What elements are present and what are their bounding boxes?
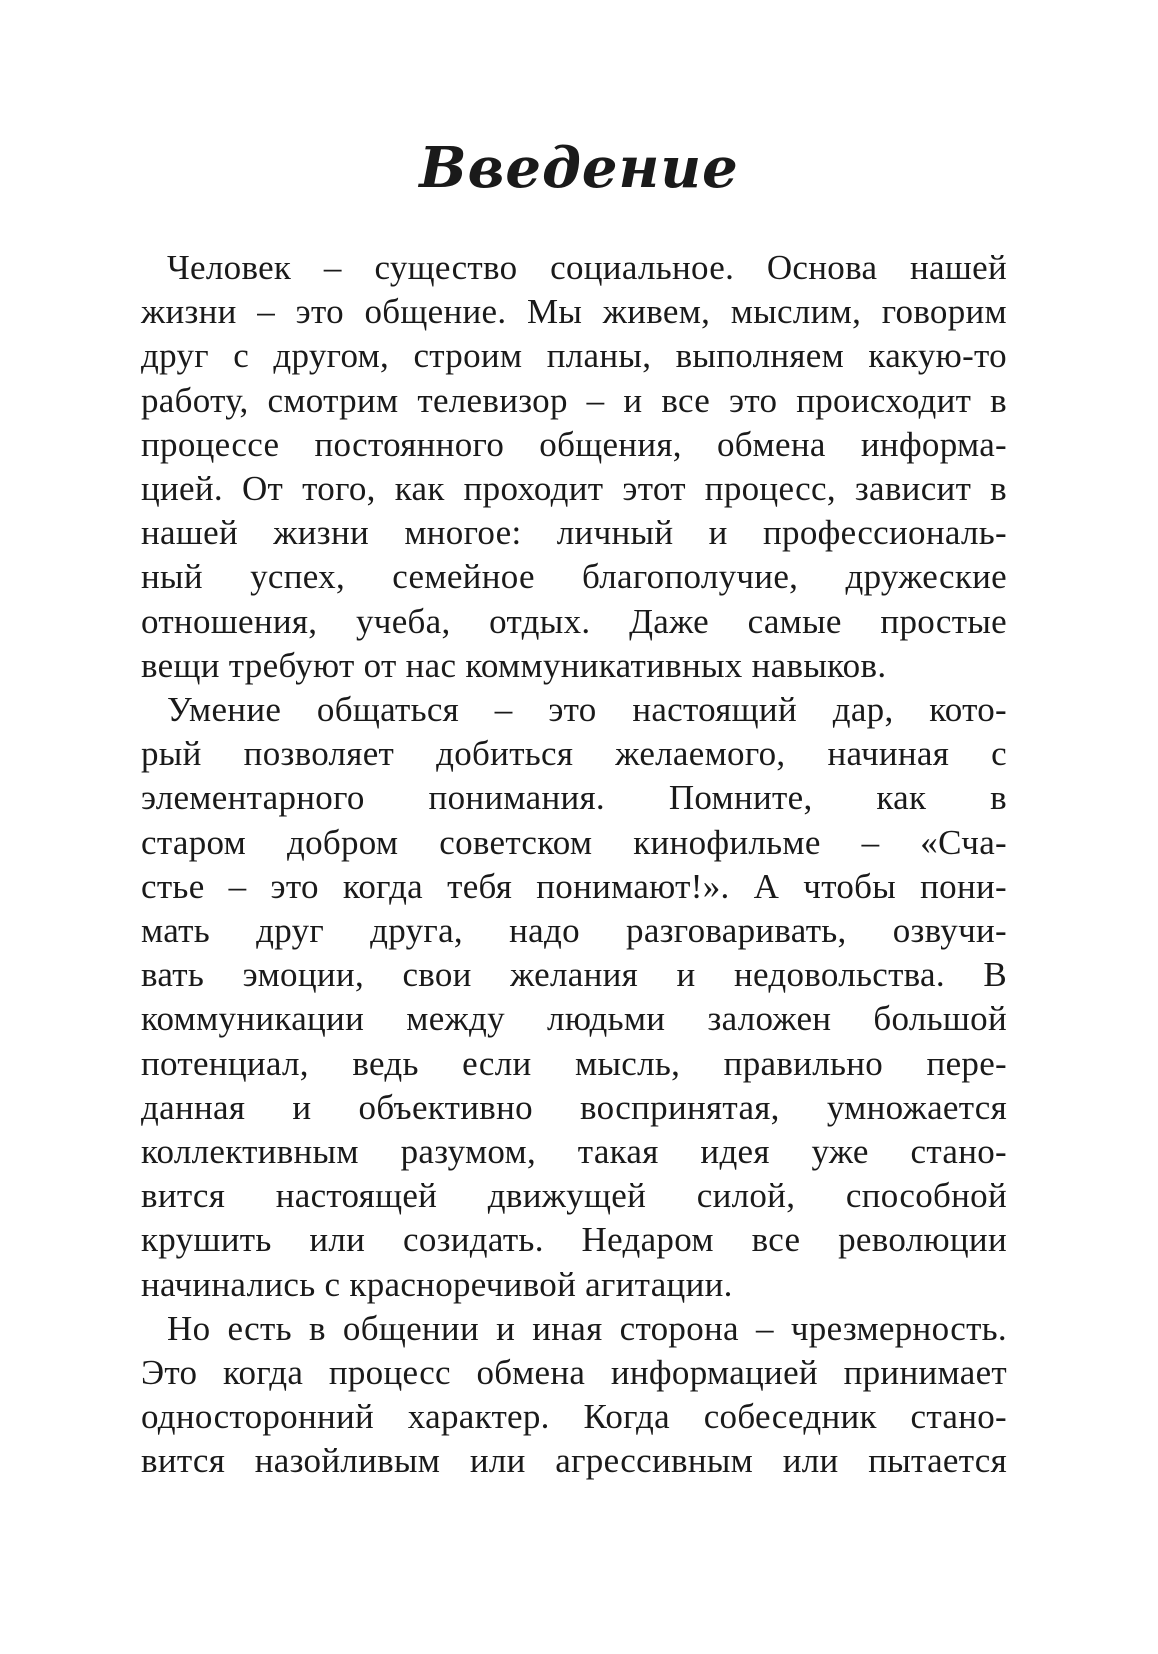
text-line: рый позволяет добиться желаемого, начиная с xyxy=(141,734,1007,774)
text-line: коллективным разумом, такая идея уже стано- xyxy=(141,1132,1007,1172)
text-line: данная и объективно воспринятая, умножается xyxy=(141,1087,1007,1127)
paragraph xyxy=(141,246,1007,688)
chapter-body xyxy=(141,246,1007,1484)
text-line: нашей жизни многое: личный и профессиональ- xyxy=(141,513,1007,553)
text-line: вещи требуют от нас коммуникативных навыков. xyxy=(141,645,887,685)
text-line: вать эмоции, свои желания и недовольства. В xyxy=(141,955,1007,995)
text-line: Человек – существо социальное. Основа нашей xyxy=(167,248,1007,287)
text-line: Но есть в общении и иная сторона – чрезмерность. xyxy=(167,1308,1007,1348)
text-line: крушить или созидать. Недаром все революции xyxy=(141,1220,1007,1260)
text-line: Это когда процесс обмена информацией принимает xyxy=(141,1353,1007,1393)
text-line: жизни – это общение. Мы живем, мыслим, говорим xyxy=(141,292,1007,332)
text-line: Умение общаться – это настоящий дар, кото- xyxy=(167,690,1007,730)
text-line: односторонний характер. Когда собеседник стано- xyxy=(141,1397,1007,1437)
text-line: мать друг друга, надо разговаривать, озвучи- xyxy=(141,911,1007,951)
text-line: работу, смотрим телевизор – и все это происходит в xyxy=(141,380,1007,420)
text-line: начинались с красноречивой агитации. xyxy=(141,1264,733,1304)
paragraph xyxy=(141,1307,1007,1484)
text-line: цией. От того, как проходит этот процесс, зависит в xyxy=(141,469,1007,509)
chapter-title: Введение xyxy=(419,135,739,201)
text-line: вится настоящей движущей силой, способной xyxy=(141,1176,1007,1216)
text-line: отношения, учеба, отдых. Даже самые простые xyxy=(141,601,1007,641)
text-line: процессе постоянного общения, обмена информа- xyxy=(141,424,1007,464)
text-line: ный успех, семейное благополучие, дружеские xyxy=(141,557,1007,597)
text-line: вится назойливым или агрессивным или пытается xyxy=(141,1441,1007,1481)
text-line: друг с другом, строим планы, выполняем какую-то xyxy=(141,336,1007,376)
text-line: коммуникации между людьми заложен большой xyxy=(141,999,1007,1039)
text-line: стье – это когда тебя понимают!». А чтобы пони- xyxy=(141,866,1007,906)
text-line: потенциал, ведь если мысль, правильно пере- xyxy=(141,1043,1007,1083)
text-line: элементарного понимания. Помните, как в xyxy=(141,778,1007,818)
text-line: старом добром советском кинофильме – «Сча- xyxy=(141,822,1007,862)
paragraph xyxy=(141,688,1007,1307)
